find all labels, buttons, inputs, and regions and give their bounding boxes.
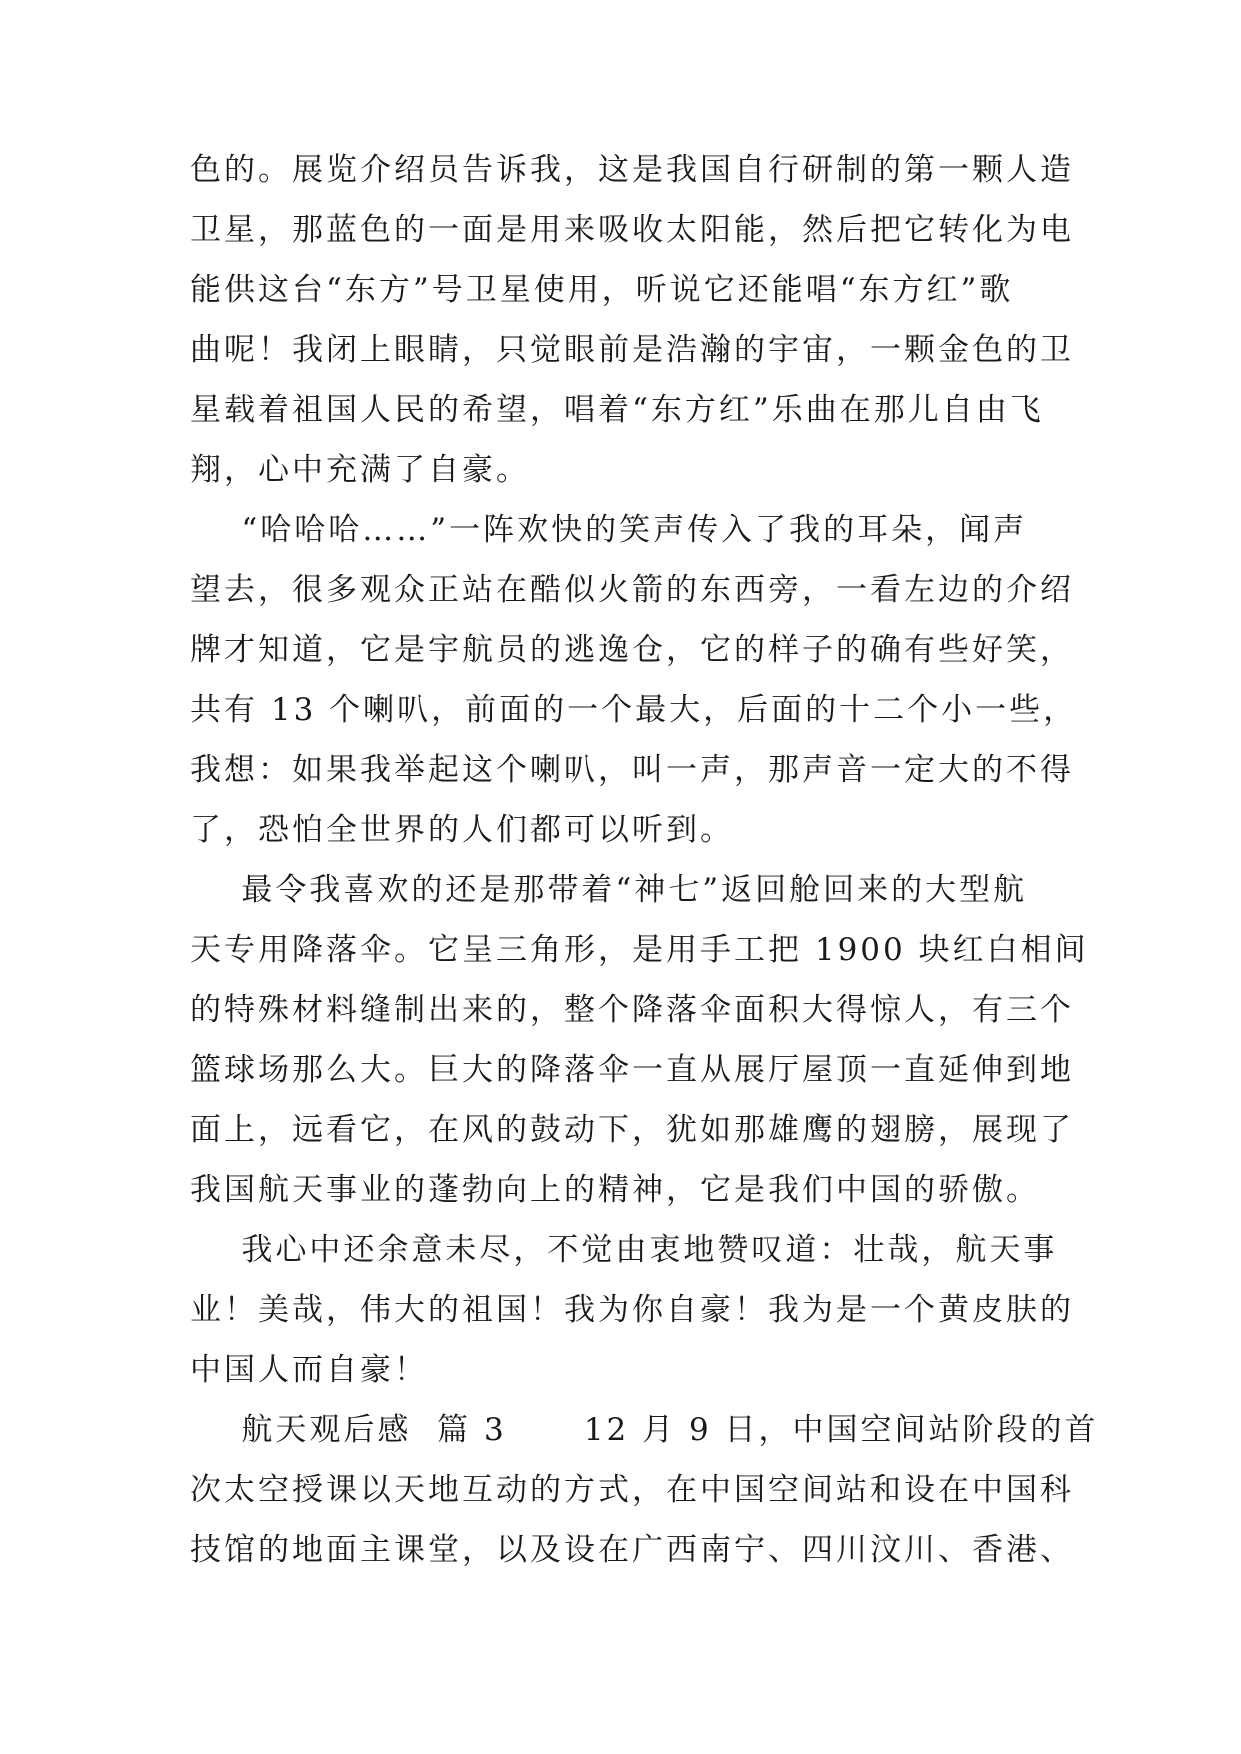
text-line: 我想：如果我举起这个喇叭，叫一声，那声音一定大的不得	[190, 752, 1074, 788]
text-line: “哈哈哈……”一阵欢快的笑声传入了我的耳朵，闻声	[190, 512, 1028, 548]
text-line: 卫星，那蓝色的一面是用来吸收太阳能，然后把它转化为电	[190, 212, 1074, 248]
text-line: 能供这台“东方”号卫星使用，听说它还能唱“东方红”歌	[190, 272, 1014, 308]
text-line: 翔，心中充满了自豪。	[190, 452, 530, 488]
text-line: 望去，很多观众正站在酷似火箭的东西旁，一看左边的介绍	[190, 572, 1074, 608]
text-line: 牌才知道，它是宇航员的逃逸仓，它的样子的确有些好笑，	[190, 632, 1074, 668]
text-line: 面上，远看它，在风的鼓动下，犹如那雄鹰的翅膀，展现了	[190, 1112, 1074, 1148]
text-line: 篮球场那么大。巨大的降落伞一直从展厅屋顶一直延伸到地	[190, 1052, 1074, 1088]
document-body	[190, 140, 1099, 1580]
text-line: 我心中还余意未尽，不觉由衷地赞叹道：壮哉，航天事	[190, 1232, 1058, 1268]
text-line: 最令我喜欢的还是那带着“神七”返回舱回来的大型航	[190, 872, 1028, 908]
text-line: 我国航天事业的蓬勃向上的精神，它是我们中国的骄傲。	[190, 1172, 1040, 1208]
text-line: 共有 13 个喇叭，前面的一个最大，后面的十二个小一些，	[190, 692, 1078, 728]
text-line: 的特殊材料缝制出来的，整个降落伞面积大得惊人，有三个	[190, 992, 1074, 1028]
text-line: 次太空授课以天地互动的方式，在中国空间站和设在中国科	[190, 1472, 1074, 1508]
text-line: 中国人而自豪！	[190, 1352, 428, 1388]
text-line: 色的。展览介绍员告诉我，这是我国自行研制的第一颗人造	[190, 152, 1074, 188]
text-line: 技馆的地面主课堂，以及设在广西南宁、四川汶川、香港、	[190, 1532, 1074, 1568]
text-line: 天专用降落伞。它呈三角形，是用手工把 1900 块红白相间	[190, 932, 1089, 968]
text-line: 航天观后感 篇 3 12 月 9 日，中国空间站阶段的首	[190, 1412, 1099, 1448]
text-line: 业！美哉，伟大的祖国！我为你自豪！我为是一个黄皮肤的	[190, 1292, 1074, 1328]
text-line: 星载着祖国人民的希望，唱着“东方红”乐曲在那儿自由飞	[190, 392, 1044, 428]
text-line: 曲呢！我闭上眼睛，只觉眼前是浩瀚的宇宙，一颗金色的卫	[190, 332, 1074, 368]
text-line: 了，恐怕全世界的人们都可以听到。	[190, 812, 734, 848]
